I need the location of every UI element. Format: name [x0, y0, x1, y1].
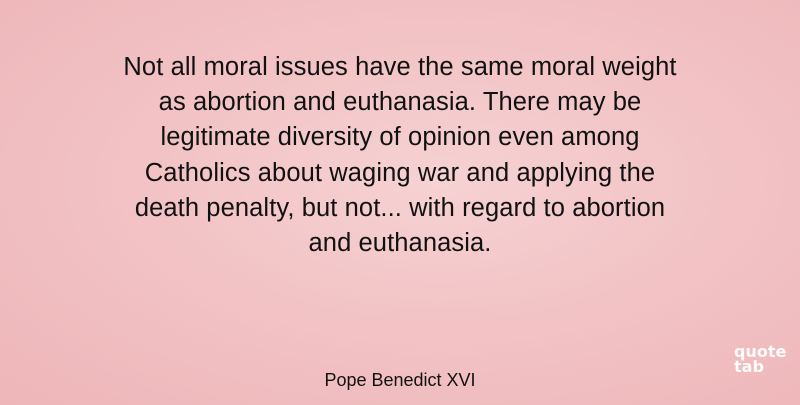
quote-line: and euthanasia.: [308, 229, 492, 258]
quote-text: [40, 50, 760, 261]
logo-text-line2: tab: [734, 357, 764, 376]
quote-line: legitimate diversity of opinion even among: [160, 123, 640, 152]
logo-text-line1: quote: [734, 342, 787, 361]
quotetab-logo[interactable]: [734, 342, 787, 376]
quote-line: death penalty, but not... with regard to abortion: [134, 193, 666, 222]
quote-line: Not all moral issues have the same moral weight: [123, 53, 677, 81]
quote-line: Catholics about waging war and applying the: [144, 158, 656, 187]
author-link[interactable]: Pope Benedict XVI: [324, 370, 476, 390]
quote-line: as abortion and euthanasia. There may be: [158, 88, 642, 117]
